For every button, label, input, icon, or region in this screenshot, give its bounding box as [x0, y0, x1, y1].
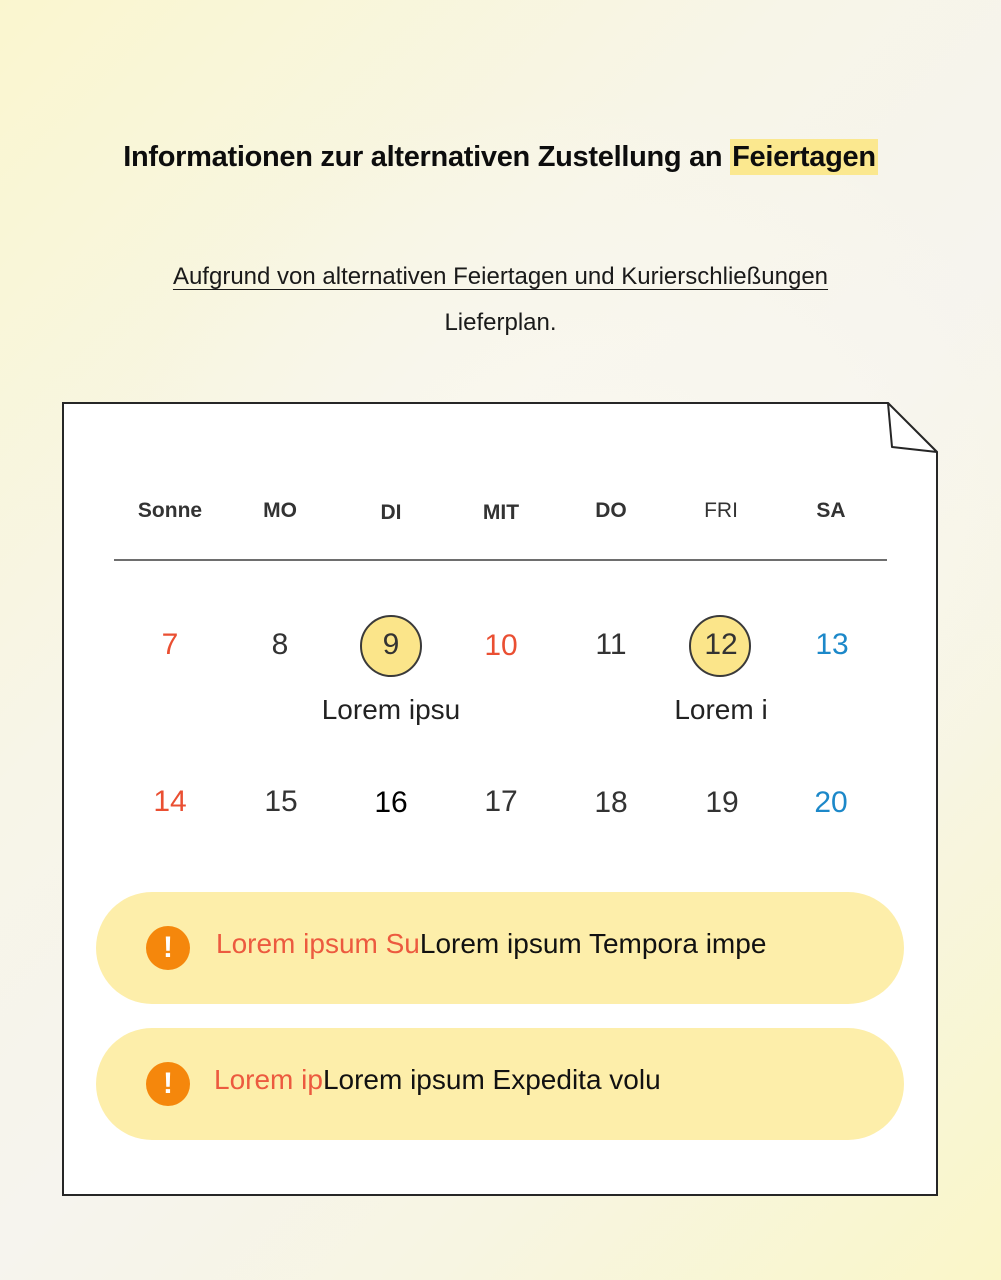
day-20[interactable]: 20	[814, 786, 848, 819]
day-12[interactable]: 12	[704, 628, 738, 661]
day-17[interactable]: 17	[484, 785, 518, 818]
exclamation-icon: !	[146, 926, 190, 970]
calendar-card	[62, 402, 938, 1196]
notice-1	[96, 892, 904, 1004]
weekday-wed: MIT	[482, 501, 520, 524]
weekday-sun: Sonne	[137, 499, 203, 522]
exclamation-icon: !	[146, 1062, 190, 1106]
weekday-tue: DI	[380, 501, 402, 524]
weekday-fri: FRI	[704, 499, 738, 522]
header-divider	[114, 559, 887, 561]
weekday-header	[62, 499, 938, 529]
title-text: Informationen zur alternativen Zustellung an	[123, 141, 731, 173]
subtitle	[0, 254, 1001, 346]
day-11[interactable]: 11	[595, 628, 627, 661]
weekday-sat: SA	[816, 499, 846, 522]
day-16[interactable]: 16	[374, 786, 408, 819]
notice-2	[96, 1028, 904, 1140]
day-8[interactable]: 8	[271, 628, 289, 661]
notice-1-text	[216, 928, 766, 960]
day-18[interactable]: 18	[594, 786, 628, 819]
notice-1-highlight: Lorem ipsum Su	[216, 928, 420, 959]
subtitle-line-1: Aufgrund von alternativen Feiertagen und Kurierschließungen	[172, 263, 829, 290]
event-label-day-12: Lorem i	[674, 694, 768, 725]
title-highlight: Feiertagen	[732, 141, 876, 173]
weekday-thu: DO	[595, 499, 627, 522]
notice-2-body: Lorem ipsum Expedita volu	[322, 1064, 661, 1095]
event-label-day-9: Lorem ipsu	[321, 694, 461, 725]
day-13[interactable]: 13	[815, 628, 849, 661]
notice-2-text	[214, 1064, 661, 1096]
day-19[interactable]: 19	[705, 786, 739, 819]
day-9[interactable]: 9	[382, 628, 400, 661]
weekday-mon: MO	[263, 499, 297, 522]
notice-2-highlight: Lorem ip	[214, 1064, 323, 1095]
notice-1-body: Lorem ipsum Tempora impe	[419, 928, 767, 959]
day-10[interactable]: 10	[484, 629, 518, 662]
subtitle-line-2: Lieferplan.	[444, 309, 557, 336]
day-14[interactable]: 14	[153, 785, 187, 818]
day-7[interactable]: 7	[161, 628, 179, 661]
page-title	[0, 141, 1001, 174]
day-15[interactable]: 15	[264, 785, 298, 818]
